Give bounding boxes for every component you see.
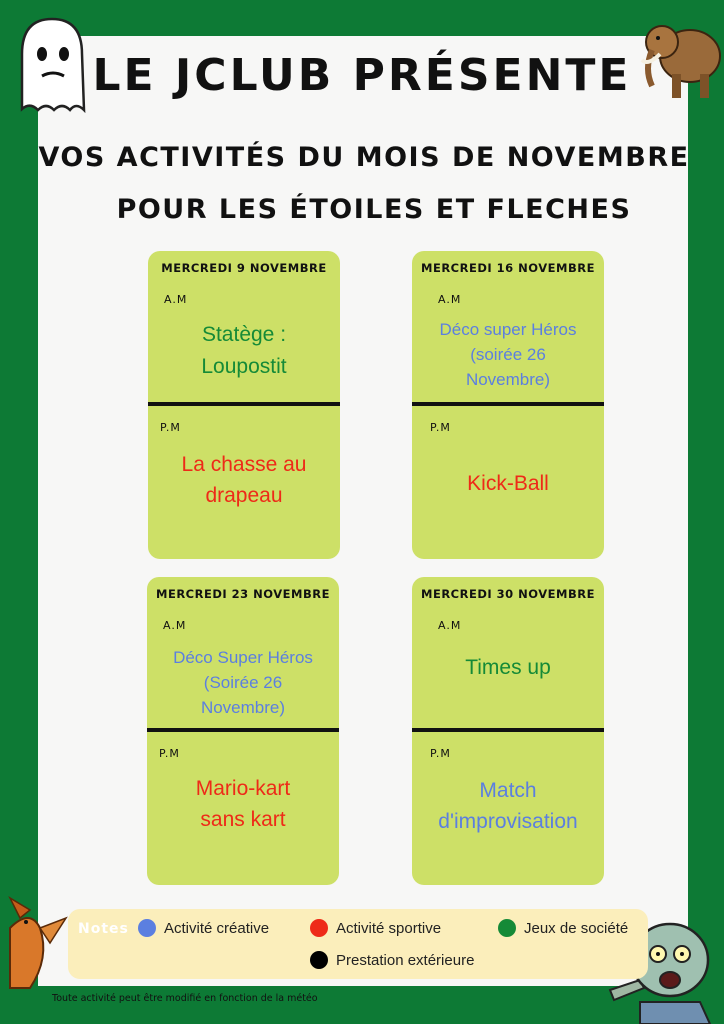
pm-activity: La chasse au drapeau xyxy=(181,453,307,507)
card-date: MERCREDI 16 NOVEMBRE xyxy=(421,261,595,275)
legend-label: Prestation extérieure xyxy=(336,951,475,969)
am-label: A.M xyxy=(438,293,462,306)
activity-card-nov-23 xyxy=(147,577,339,885)
activity-card-nov-30 xyxy=(412,577,604,885)
am-label: A.M xyxy=(163,619,187,632)
green-dot-icon xyxy=(498,919,516,937)
activity-card-nov-9 xyxy=(148,251,340,559)
am-activity: Déco super Héros (soirée 26 Novembre) xyxy=(439,320,577,389)
am-activity: Statège : Loupostit xyxy=(201,323,287,378)
pm-activity: Match d'improvisation xyxy=(438,779,578,833)
blue-dot-icon xyxy=(138,919,156,937)
legend-label: Jeux de société xyxy=(524,919,629,937)
legend-external xyxy=(310,951,474,969)
card-divider xyxy=(412,728,604,732)
activity-card-nov-16 xyxy=(412,251,604,559)
am-activity: Déco Super Héros (Soirée 26 Novembre) xyxy=(173,648,313,717)
am-activity: Times up xyxy=(465,656,551,679)
legend-sport xyxy=(310,919,441,937)
poster-subtitle-line2: POUR LES ÉTOILES ET FLECHES xyxy=(116,194,632,225)
card-date: MERCREDI 30 NOVEMBRE xyxy=(421,587,595,601)
red-dot-icon xyxy=(310,919,328,937)
pm-activity: Mario-kart sans kart xyxy=(195,777,291,831)
card-divider xyxy=(148,402,340,406)
card-date: MERCREDI 9 NOVEMBRE xyxy=(161,261,327,275)
card-divider xyxy=(412,402,604,406)
am-label: A.M xyxy=(438,619,462,632)
poster-subtitle-line1: VOS ACTIVITÉS DU MOIS DE NOVEMBRE xyxy=(38,142,690,173)
am-label: A.M xyxy=(164,293,188,306)
legend-games xyxy=(498,919,628,937)
pm-label: P.M xyxy=(430,421,451,434)
pm-label: P.M xyxy=(159,747,180,760)
weather-footnote: Toute activité peut être modifié en fonction de la météo xyxy=(52,993,318,1004)
card-date: MERCREDI 23 NOVEMBRE xyxy=(156,587,330,601)
legend-label: Activité sportive xyxy=(336,919,442,937)
card-divider xyxy=(147,728,339,732)
pm-label: P.M xyxy=(160,421,181,434)
black-dot-icon xyxy=(310,951,328,969)
pm-label: P.M xyxy=(430,747,451,760)
legend-label: Activité créative xyxy=(164,919,270,937)
dragon-icon xyxy=(0,888,70,998)
pm-activity: Kick-Ball xyxy=(467,472,549,495)
poster-title: LE JCLUB PRÉSENTE xyxy=(92,50,632,101)
legend-creative xyxy=(138,919,269,937)
notes-legend xyxy=(68,909,648,979)
notes-title: Notes xyxy=(78,921,129,937)
